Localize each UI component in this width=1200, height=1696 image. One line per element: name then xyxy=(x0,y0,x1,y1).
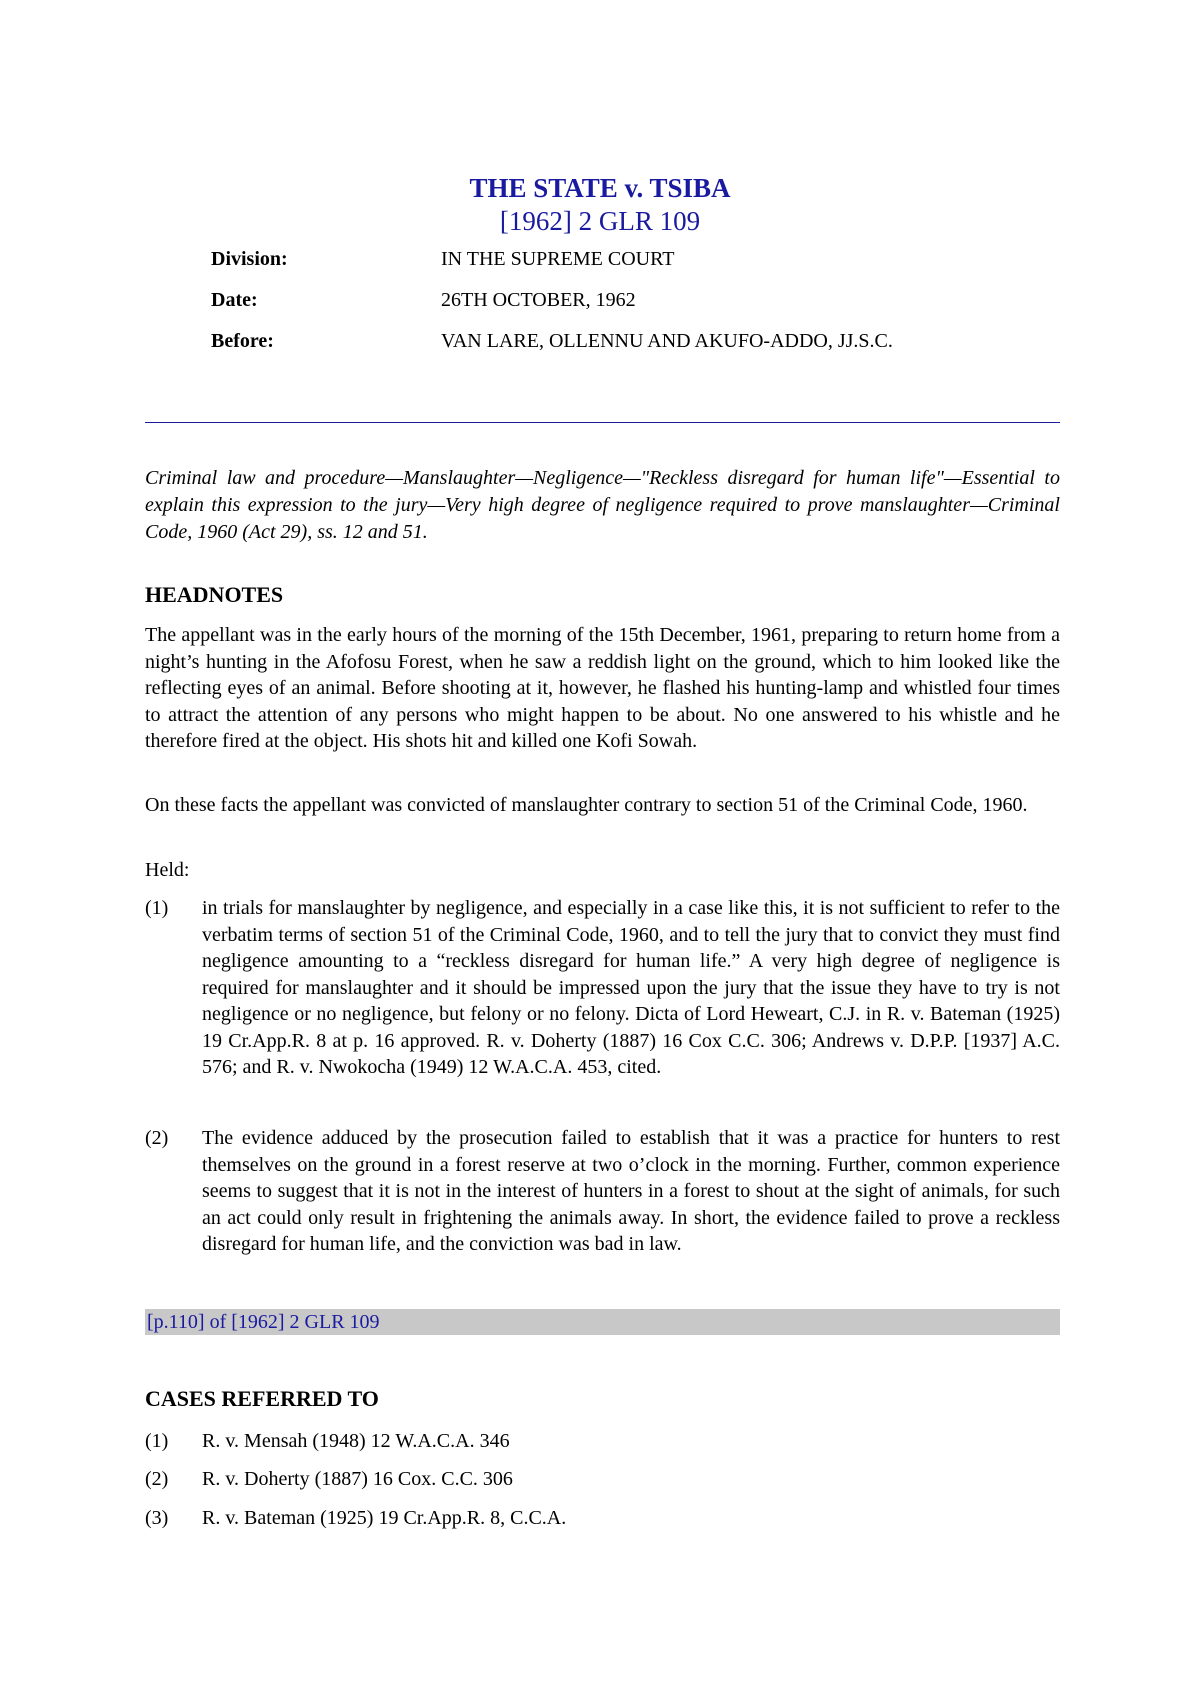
page-marker: [p.110] of [1962] 2 GLR 109 xyxy=(145,1309,1060,1335)
meta-value: 26TH OCTOBER, 1962 xyxy=(441,289,636,311)
held-item-number: (2) xyxy=(145,1127,169,1149)
case-reference-text: R. v. Mensah (1948) 12 W.A.C.A. 346 xyxy=(202,1430,510,1452)
meta-value: IN THE SUPREME COURT xyxy=(441,248,675,270)
meta-label: Before: xyxy=(211,330,274,352)
held-item xyxy=(145,895,1060,1081)
meta-value: VAN LARE, OLLENNU AND AKUFO-ADDO, JJ.S.C. xyxy=(441,330,893,352)
meta-label: Division: xyxy=(211,248,288,270)
headnote-paragraph: The appellant was in the early hours of the morning of the 15th December, 1961, preparing to return home from a night’s hunting in the Afofosu Forest, when he saw a reddish light on the ground, which to him looked like the reflecting eyes of an animal. Before shooting at it, however, he flashed his hunting-lamp and whistled four times to attract the attention of any persons who might happen to be about. No one answered to his whistle and he therefore fired at the object. His shots hit and killed one Kofi Sowah. xyxy=(145,624,1060,752)
headnotes-heading: HEADNOTES xyxy=(145,582,284,607)
case-citation: [1962] 2 GLR 109 xyxy=(499,206,701,236)
cases-heading: CASES REFERRED TO xyxy=(145,1386,379,1411)
case-reference-number: (1) xyxy=(145,1430,169,1452)
case-reference-number: (3) xyxy=(145,1507,169,1529)
held-label: Held: xyxy=(145,859,190,881)
catchwords-summary: Criminal law and procedure—Manslaughter—Negligence—"Reckless disregard for human life"—Essential to explain this expression to the jury—Very high degree of negligence required to prove manslaughter—Criminal Code, 1960 (Act 29), ss. 12 and 51. xyxy=(145,467,1060,543)
meta-label: Date: xyxy=(211,289,258,311)
case-title: THE STATE v. TSIBA xyxy=(469,173,731,203)
case-reference-text: R. v. Bateman (1925) 19 Cr.App.R. 8, C.C.A. xyxy=(202,1507,567,1529)
held-item-text: The evidence adduced by the prosecution failed to establish that it was a practice for hunters to rest themselves on the ground in a forest reserve at two o’clock in the morning. Further, common experience seems to suggest that it is not in the interest of hunters in a forest to shout at the sight of animals, for such an act could only result in frightening the animals away. In short, the evidence failed to prove a reckless disregard for human life, and the conviction was bad in law. xyxy=(202,1127,1060,1255)
case-reference-text: R. v. Doherty (1887) 16 Cox. C.C. 306 xyxy=(202,1468,513,1490)
divider xyxy=(145,422,1060,423)
case-reference-number: (2) xyxy=(145,1468,169,1490)
held-item-number: (1) xyxy=(145,897,169,919)
held-item xyxy=(145,1125,1060,1258)
held-item-text: in trials for manslaughter by negligence, and especially in a case like this, it is not sufficient to refer to the verbatim terms of section 51 of the Criminal Code, 1960, and to tell the jury that to convict they must find negligence amounting to a “reckless disregard for human life.” A very high degree of negligence is required for manslaughter and it should be impressed upon the jury that the issue they have to try is not negligence or no negligence, but felony or no felony. Dicta of Lord Heweart, C.J. in R. v. Bateman (1925) 19 Cr.App.R. 8 at p. 16 approved. R. v. Doherty (1887) 16 Cox C.C. 306; Andrews v. D.P.P. [1937] A.C. 576; and R. v. Nwokocha (1949) 12 W.A.C.A. 453, cited. xyxy=(202,897,1060,1078)
headnote-paragraph: On these facts the appellant was convicted of manslaughter contrary to section 51 of the Criminal Code, 1960. xyxy=(145,794,1028,816)
